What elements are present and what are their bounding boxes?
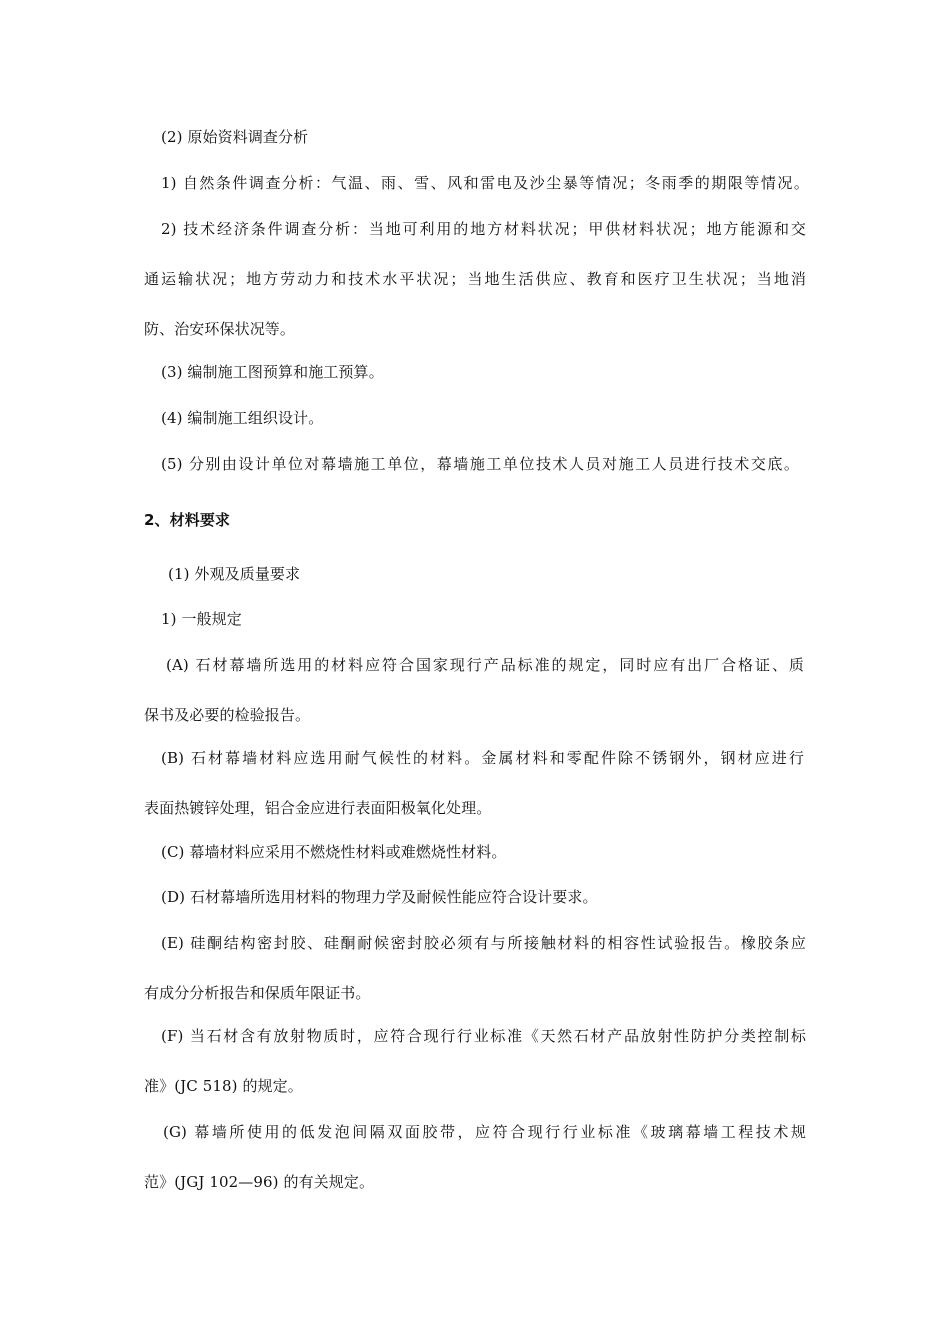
paragraph-tech-econ-line-3: 防、治安环保状况等。 [144,320,296,338]
paragraph-budget: (3) 编制施工图预算和施工预算。 [161,363,384,381]
paragraph-tech-econ-line-2: 通运输状况；地方劳动力和技术水平状况；当地生活供应、教育和医疗卫生状况；当地消 [144,270,806,288]
paragraph-item-f-line-2: 准》(JC 518) 的规定。 [144,1077,303,1095]
paragraph-original-data-title: (2) 原始资料调查分析 [161,128,309,146]
paragraph-appearance-quality: (1) 外观及质量要求 [168,565,301,583]
paragraph-item-e-line-1: (E) 硅酮结构密封胶、硅酮耐候密封胶必须有与所接触材料的相容性试验报告。橡胶条应 [161,934,806,952]
paragraph-tech-econ-line-1: 2) 技术经济条件调查分析：当地可利用的地方材料状况；甲供材料状况；地方能源和交 [161,220,806,238]
section-heading-material-requirements: 2、材料要求 [144,511,231,529]
paragraph-general-rules: 1) 一般规定 [161,610,242,628]
paragraph-item-c: (C) 幕墙材料应采用不燃烧性材料或难燃烧性材料。 [161,843,507,861]
paragraph-org-design: (4) 编制施工组织设计。 [161,409,324,427]
paragraph-item-f-line-1: (F) 当石材含有放射物质时，应符合现行行业标准《天然石材产品放射性防护分类控制标 [161,1027,806,1045]
paragraph-item-b-line-1: (B) 石材幕墙材料应选用耐气候性的材料。金属材料和零配件除不锈钢外，钢材应进行 [161,749,804,767]
paragraph-item-e-line-2: 有成分分析报告和保质年限证书。 [144,984,371,1002]
paragraph-item-g-line-2: 范》(JGJ 102—96) 的有关规定。 [144,1173,375,1191]
paragraph-natural-conditions: 1) 自然条件调查分析：气温、雨、雪、风和雷电及沙尘暴等情况；冬雨季的期限等情况。 [161,174,809,192]
paragraph-item-d: (D) 石材幕墙所选用材料的物理力学及耐候性能应符合设计要求。 [161,888,598,906]
paragraph-item-g-line-1: (G) 幕墙所使用的低发泡间隔双面胶带，应符合现行行业标准《玻璃幕墙工程技术规 [163,1123,806,1141]
paragraph-item-a-line-2: 保书及必要的检验报告。 [144,706,311,724]
paragraph-briefing: (5) 分别由设计单位对幕墙施工单位，幕墙施工单位技术人员对施工人员进行技术交底。 [161,455,799,473]
paragraph-item-a-line-1: (A) 石材幕墙所选用的材料应符合国家现行产品标准的规定，同时应有出厂合格证、质 [166,656,804,674]
paragraph-item-b-line-2: 表面热镀锌处理，铝合金应进行表面阳极氧化处理。 [144,799,492,817]
